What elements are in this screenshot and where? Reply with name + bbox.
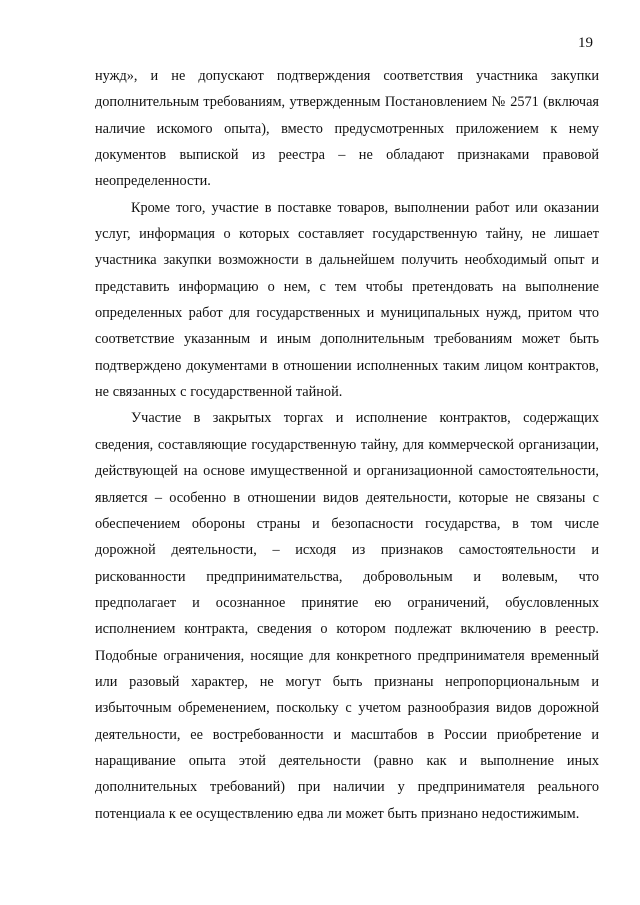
page-number: 19: [578, 35, 593, 51]
paragraph-continuation: нужд», и не допускают подтверждения соответствия участника закупки дополнительным требованиям, утвержденным Постановлением № 2571 (включая наличие искомого опыта), вместо предусмотренных приложением к нему документов выпиской из реестра – не обладают признаками правовой неопределенности.: [95, 68, 599, 190]
paragraph-closed-tenders: Участие в закрытых торгах и исполнение контрактов, содержащих сведения, составляющие государственную тайну, для коммерческой организации, действующей на основе имущественной и организационной самостоятельности, является – особенно в отношении видов деятельности, которые не связаны с обеспечением обороны страны и безопасности государства, в том числе дорожной деятельности, – исходя из признаков самостоятельности и рискованности предпринимательства, добровольным и волевым, что предполагает и осознанное принятие ею ограничений, обусловленных исполнением контракта, сведения о котором подлежат включению в реестр. Подобные ограничения, носящие для конкретного предпринимателя временный или разовый характер, не могут быть признаны непропорциональным и избыточным обременением, поскольку с учетом разнообразия видов дорожной деятельности, ее востребованности и масштабов в России приобретение и наращивание опыта этой деятельности (равно как и выполнение иных дополнительных требований) при наличии у предпринимателя реального потенциала к ее осуществлению едва ли может быть признано недостижимым.: [95, 410, 599, 822]
document-body: [95, 63, 599, 827]
paragraph-state-secret-participation: Кроме того, участие в поставке товаров, выполнении работ или оказании услуг, информация о которых составляет государственную тайну, не лишает участника закупки возможности в дальнейшем получить необходимый опыт и представить информацию о нем, с тем чтобы претендовать на выполнение определенных работ для государственных и муниципальных нужд, притом что соответствие указанным и иным дополнительным требованиям может быть подтверждено документами в отношении исполненных таким лицом контрактов, не связанных с государственной тайной.: [95, 199, 599, 401]
